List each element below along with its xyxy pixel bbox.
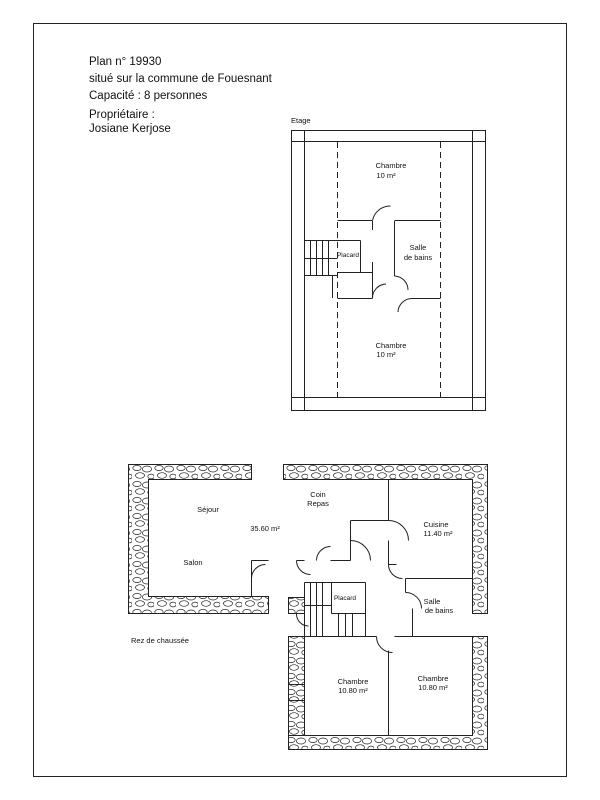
bedroom-left-area: 10.80 m²	[338, 686, 368, 695]
bedroom-right-name: Chambre	[417, 674, 449, 683]
lounge-name: Salon	[183, 558, 203, 567]
upper-closet-label: Placard	[336, 252, 360, 259]
kitchen-area: 11.40 m²	[423, 529, 453, 538]
owner-name: Josiane Kerjose	[89, 123, 171, 135]
ground-bathroom-line2: de bains	[424, 606, 454, 615]
upper-bedroom-bottom-name: Chambre	[375, 341, 407, 350]
upper-bedroom-top-name: Chambre	[375, 161, 407, 170]
living-room-name: Séjour	[197, 505, 219, 514]
living-room-area: 35.60 m²	[250, 524, 280, 533]
ground-bathroom-line1: Salle	[423, 597, 441, 606]
owner-label: Propriétaire :	[89, 109, 155, 121]
upper-floor-title: Etage	[291, 116, 311, 125]
bedroom-right-area: 10.80 m²	[418, 683, 448, 692]
ground-floor-title: Rez de chaussée	[131, 636, 189, 645]
upper-bedroom-top-area: 10 m²	[376, 171, 396, 180]
bedroom-left-name: Chambre	[337, 677, 369, 686]
kitchen-name: Cuisine	[423, 520, 449, 529]
upper-bedroom-bottom-area: 10 m²	[376, 350, 396, 359]
location-line: situé sur la commune de Fouesnant	[89, 73, 272, 85]
ground-closet-label: Placard	[333, 595, 357, 602]
capacity-line: Capacité : 8 personnes	[89, 90, 208, 102]
plan-number: Plan n° 19930	[89, 56, 162, 68]
upper-bathroom-line1: Salle	[409, 243, 427, 252]
upper-bathroom-line2: de bains	[403, 253, 433, 262]
dining-line1: Coin	[310, 490, 326, 499]
dining-line2: Repas	[307, 499, 329, 508]
